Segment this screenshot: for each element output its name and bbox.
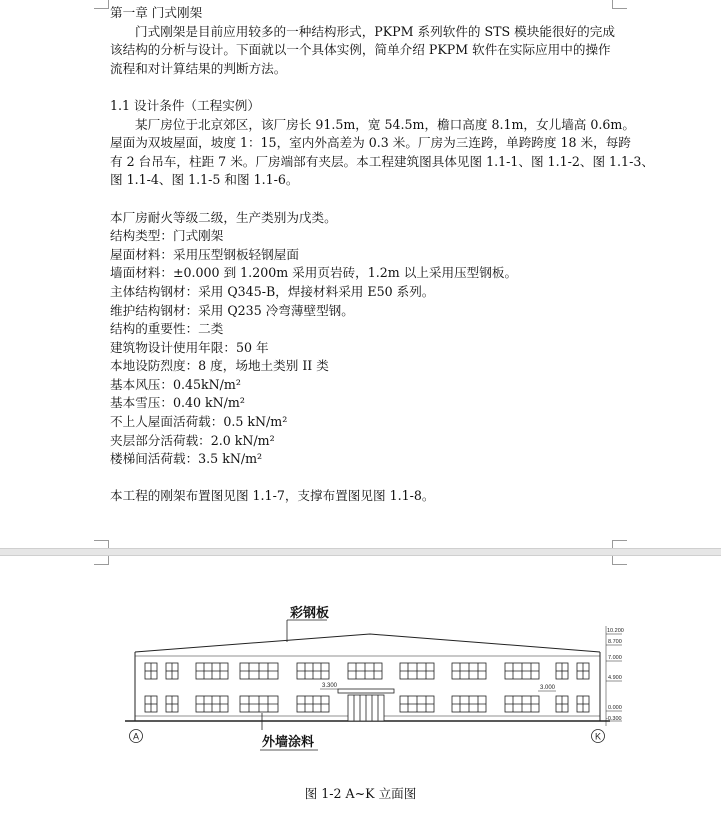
spec-line: 结构类型：门式刚架 [110,228,224,244]
spec-line: 基本雪压：0.40 kN/m² [110,395,245,411]
spec-line: 屋面材料：采用压型钢板轻钢屋面 [110,246,299,262]
spec-line: 主体结构钢材：采用 Q345-B，焊接材料采用 E50 系列。 [110,283,435,299]
corner-mark [612,0,627,9]
elevation-label: 0.000 [608,705,622,711]
paragraph-line: 某厂房位于北京郊区，该厂房长 91.5m，宽 54.5m，檐口高度 8.1m，女儿墙高 0.6m。 [135,116,635,132]
page-gap [0,548,721,556]
elevation-label: 4.900 [608,675,622,681]
document-page-2 [0,556,721,834]
corner-mark [94,0,109,9]
spec-line: 基本风压：0.45kN/m² [110,376,241,392]
spec-line: 本厂房耐火等级二级，生产类别为戊类。 [110,209,337,225]
spec-line: 结构的重要性：二类 [110,321,224,337]
upper-windows [145,663,589,679]
level-mark-right: 3.000 [540,685,556,691]
spec-line: 墙面材料：±0.000 到 1.200m 采用页岩砖，1.2m 以上采用压型钢板。 [110,265,518,281]
paragraph-line: 屋面为双坡屋面，坡度 1：15，室内外高差为 0.3 米。厂房为三连跨，单跨跨度 18 米，每跨 [110,135,631,151]
spec-line: 建筑物设计使用年限：50 年 [110,339,269,355]
elevation-label: 8.700 [608,639,622,645]
paragraph-line: 门式刚架是目前应用较多的一种结构形式，PKPM 系列软件的 STS 模块能很好的完成 [135,23,615,39]
elevation-label: 7.000 [608,655,622,661]
closing-line: 本工程的刚架布置图见图 1.1-7，支撑布置图见图 1.1-8。 [110,488,435,504]
section-heading: 1.1 设计条件（工程实例） [110,97,260,113]
page-text [110,4,654,506]
elevation-label: 10.200 [607,628,624,634]
paragraph-line: 流程和对计算结果的判断方法。 [110,60,287,76]
paragraph-line: 图 1.1-4、图 1.1-5 和图 1.1-6。 [110,172,299,188]
spec-line: 楼梯间活荷载：3.5 kN/m² [110,451,263,467]
spec-line: 夹层部分活荷载：2.0 kN/m² [110,432,275,448]
figure-caption: 图 1-2 A~K 立面图 [304,786,417,801]
paragraph-line: 该结构的分析与设计。下面就以一个具体实例，简单介绍 PKPM 软件在实际应用中的操作 [110,42,611,58]
spec-line: 本地设防烈度：8 度，场地土类别 II 类 [110,358,329,374]
axis-label-left: A [132,731,140,742]
level-mark-left: 3.300 [322,683,338,689]
spec-line: 不上人屋面活荷载：0.5 kN/m² [110,414,288,430]
paragraph-line: 有 2 台吊车，柱距 7 米。厂房端部有夹层。本工程建筑图具体见图 1.1-1、图 1.1-2、图 1.1-3、 [110,153,654,169]
wall-label: 外墙涂料 [262,734,315,749]
elevation-drawing [0,556,721,766]
elevation-label: -0.300 [606,716,622,722]
roof-label: 彩钢板 [290,605,330,620]
spec-line: 维护结构钢材：采用 Q235 冷弯薄壁型钢。 [110,302,354,318]
chapter-heading: 第一章 门式刚架 [110,5,203,20]
axis-label-right: K [594,731,602,742]
